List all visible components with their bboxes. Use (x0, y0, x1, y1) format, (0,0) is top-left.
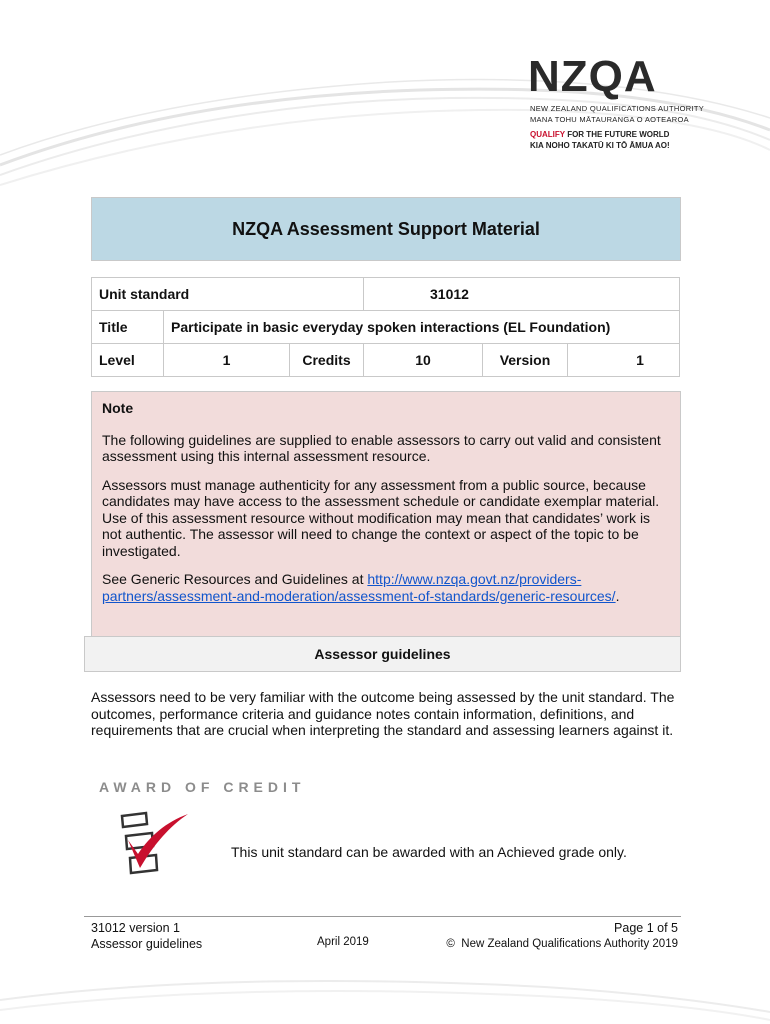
level-value: 1 (164, 344, 290, 377)
credits-value: 10 (364, 344, 483, 377)
unit-standard-label: Unit standard (92, 278, 364, 311)
award-of-credit-text: This unit standard can be awarded with an Achieved grade only. (231, 844, 627, 860)
version-label: Version (483, 344, 568, 377)
footer-copyright (446, 936, 678, 952)
authority-name: NEW ZEALAND QUALIFICATIONS AUTHORITY (530, 104, 705, 113)
footer-doc-id: 31012 version 1 (91, 921, 180, 935)
tagline-maori: KIA NOHO TAKATŪ KI TŌ ĀMUA AO! (530, 141, 670, 150)
tagline-highlight: QUALIFY (530, 130, 565, 139)
footer-swoosh-decoration (0, 960, 770, 1024)
assessor-guidelines-body: Assessors need to be very familiar with the outcome being assessed by the unit standard. The outcomes, performance criteria and guidance notes contain information, definitions, and requirements that are crucial when interpreting the standard and assessing learners against it. (91, 689, 675, 738)
note-link-prefix: See Generic Resources and Guidelines at (102, 571, 368, 587)
award-of-credit-heading: AWARD OF CREDIT (99, 779, 306, 795)
version-value: 1 (568, 344, 680, 377)
copyright-text: New Zealand Qualifications Authority 2019 (461, 938, 678, 950)
footer-divider (84, 916, 681, 917)
footer-doc-type: Assessor guidelines (91, 937, 203, 951)
note-panel (91, 391, 681, 637)
level-label: Level (92, 344, 164, 377)
unit-standard-number: 31012 (430, 286, 469, 302)
generic-resources-link[interactable]: http://www.nzqa.govt.nz/providers-partners/assessment-and-moderation/assessment-of-standards/generic-resources/ (102, 571, 616, 604)
note-paragraph-2: Assessors must manage authenticity for any assessment from a public source, because candidates may have access to the assessment schedule or candidate exemplar material. Use of this assessment resource without modification may mean that candidates’ work is not authentic. The assessor will need to change the context or aspect of the topic to be investigated. (102, 476, 660, 559)
title-value: Participate in basic everyday spoken interactions (EL Foundation) (164, 311, 680, 344)
assessor-guidelines-heading: Assessor guidelines (84, 636, 681, 672)
credits-label: Credits (290, 344, 364, 377)
document-title: NZQA Assessment Support Material (91, 197, 681, 261)
nzqa-logo: NZQA (528, 52, 657, 101)
authority-name-maori: MANA TOHU MĀTAURANGA O AOTEAROA (530, 115, 689, 124)
unit-standard-value (364, 278, 680, 311)
tagline-rest: FOR THE FUTURE WORLD (564, 130, 670, 139)
unit-standard-info-table (91, 277, 680, 377)
checklist-checkmark-icon (116, 810, 192, 884)
note-paragraph-3 (102, 571, 670, 604)
tagline (530, 130, 669, 139)
title-label: Title (92, 311, 164, 344)
footer-date: April 2019 (317, 936, 369, 948)
copyright-symbol: © (446, 938, 455, 950)
note-paragraph-1: The following guidelines are supplied to enable assessors to carry out valid and consistent assessment using this internal assessment resource. (102, 431, 661, 464)
note-heading: Note (102, 400, 134, 416)
note-link-suffix: . (615, 587, 620, 604)
footer-page-number: Page 1 of 5 (614, 921, 678, 935)
